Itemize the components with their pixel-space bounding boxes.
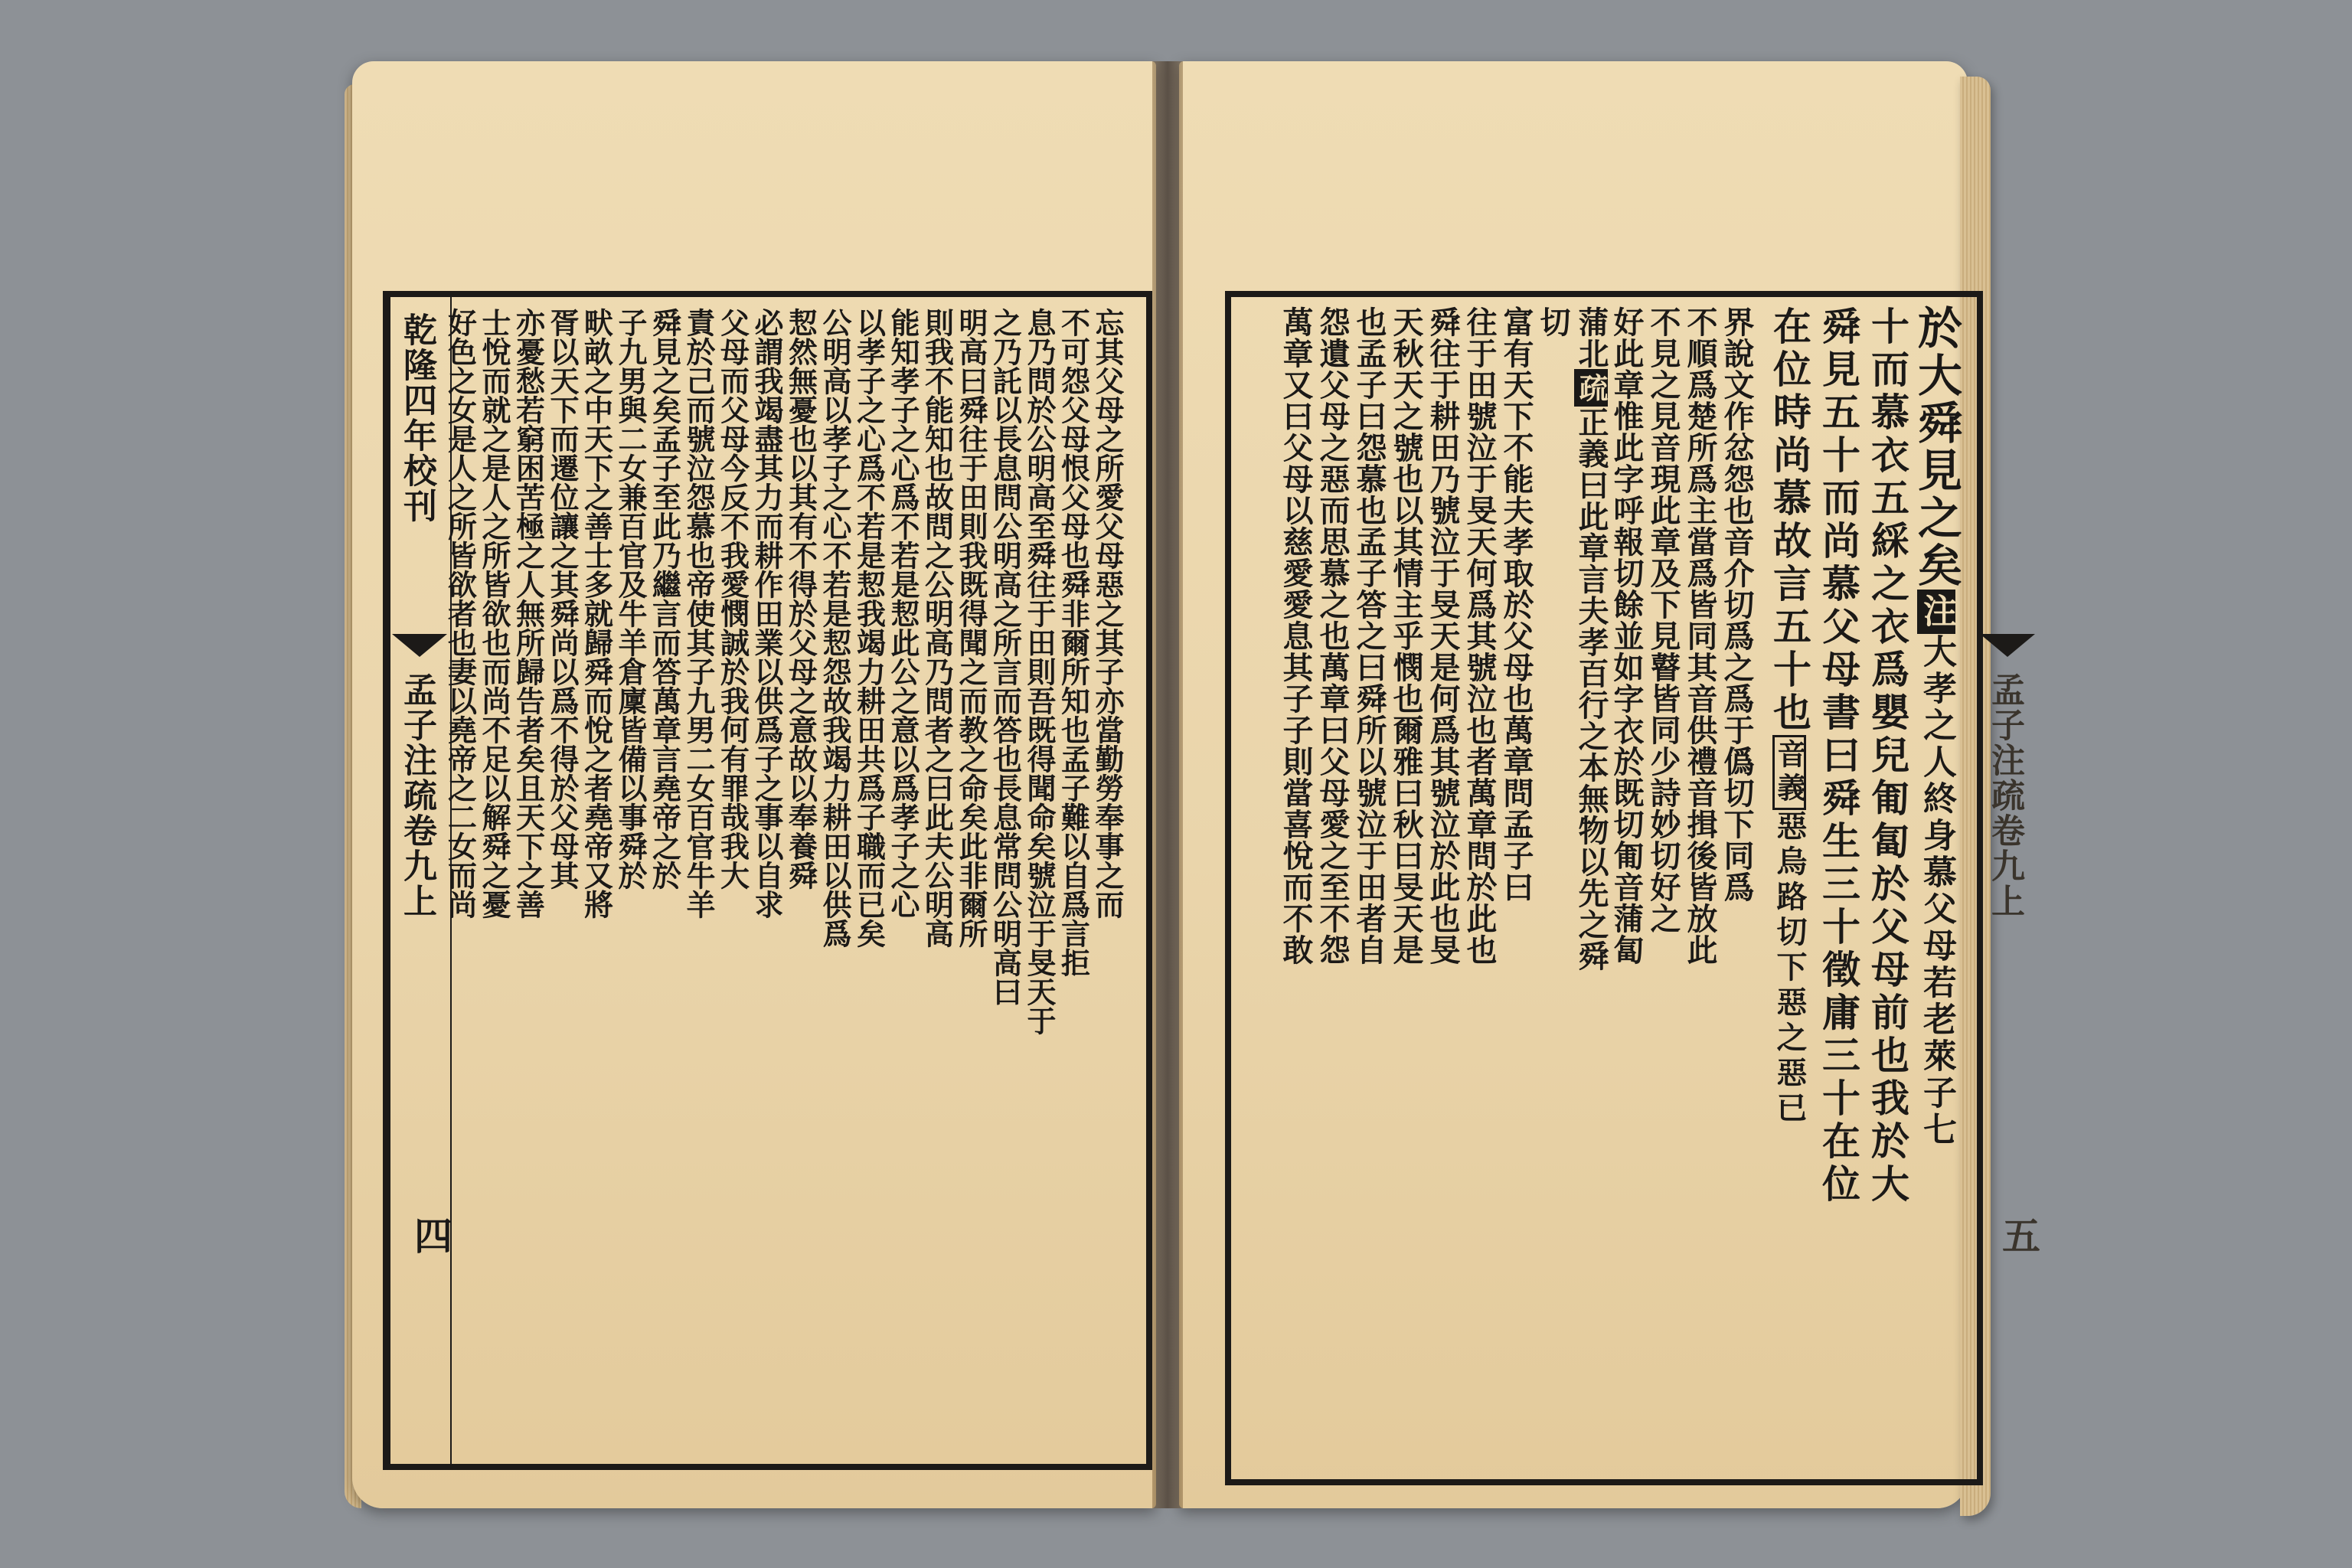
left-text-column: 能知孝子之心爲不若是恝此公之意以爲孝子之心	[886, 308, 920, 919]
right-margin-banner-column	[1975, 297, 2041, 1479]
right-text-column	[1574, 306, 1608, 972]
left-text-column: 胥以天下而遷位讓之其舜尚以爲不得於父母其	[545, 308, 580, 890]
left-text-column: 好色之女是人之所皆欲者也妻以堯帝之二女而尚	[443, 308, 478, 919]
column-text: 怨遺父母之惡而思慕之也萬章曰父母愛之至不怨	[1315, 306, 1351, 965]
right-text-column	[1462, 306, 1498, 965]
right-text-column	[1767, 306, 1812, 1127]
left-text-column: 必謂我竭盡其力而耕作田業以供爲子之事以自求	[750, 308, 784, 919]
fish-tail-mark	[392, 634, 447, 657]
column-text: 十而慕衣五綵之衣爲嬰兒匍匐於父母前也我於大	[1865, 306, 1910, 1207]
right-text-column	[1315, 306, 1351, 965]
right-text-column	[1278, 306, 1314, 965]
column-text: 在位時尚慕故言五十也	[1767, 306, 1812, 735]
column-text: 蒲北	[1573, 306, 1609, 369]
fish-tail-mark-right	[1980, 634, 2035, 657]
edition-note: 乾隆四年校刊	[397, 312, 436, 524]
main-text-column	[1910, 305, 1962, 1148]
column-text: 切	[1535, 306, 1571, 338]
left-text-column: 舜見之矣孟子至此乃繼言而答萬章言堯帝之於	[647, 308, 682, 890]
left-text-column: 畎畝之中天下之善士多就歸舜而悅之者堯帝又將	[579, 308, 614, 919]
column-text: 好此章惟此字呼報切餘並如字衣於既切匍音蒲匐	[1609, 306, 1645, 965]
right-text-column	[1609, 306, 1645, 965]
commentary-text: 大孝之人終身慕父母若老萊子七	[1917, 634, 1956, 1148]
shu-marker: 疏	[1574, 369, 1608, 407]
commentary-marker-zhu: 注	[1917, 590, 1955, 634]
column-text: 也孟子曰怨慕也孟子答之曰舜所以號泣于田者自	[1351, 306, 1387, 965]
left-text-column: 亦憂愁若窮困苦極之人無所歸告者矣且天下之善	[511, 308, 546, 919]
column-text: 不順爲楚所爲主當爲皆同其音供禮音揖後皆放此	[1682, 306, 1718, 965]
right-text-column	[1719, 306, 1755, 903]
left-text-column: 息乃問於公明高至舜往于田則吾既得聞命矣號泣于旻天于	[1022, 308, 1057, 1035]
right-text-column	[1425, 306, 1461, 965]
left-text-column: 恝然無憂也以其有不得於父母之意故以奉養舜	[783, 308, 818, 890]
left-text-column: 明高曰舜往于田則我既得聞之而教之命矣此非爾所	[954, 308, 988, 948]
right-text-column	[1865, 306, 1910, 1207]
shu-text: 正義曰此章言夫孝百行之本無物以先之舜	[1573, 407, 1609, 972]
column-text: 舜見五十而尚慕父母書曰舜生三十徵庸三十在位	[1816, 306, 1861, 1207]
column-text: 不見之見音現此章及下見瞽皆同少詩妙切好之	[1645, 306, 1681, 934]
left-text-column: 不可怨父母恨父母也舜非爾所知也孟子難以自爲言拒	[1056, 308, 1091, 977]
right-page-number: 五	[1996, 1216, 2041, 1254]
left-title-banner: 孟子注疏卷九上	[397, 672, 436, 919]
right-text-column	[1388, 306, 1424, 965]
column-text: 往于田號泣于旻天何爲其號泣也者萬章問於此也	[1462, 306, 1498, 965]
left-text-column: 父母而父母今反不我愛憫誠於我何有罪哉我大	[715, 308, 750, 890]
right-page-frame	[1225, 291, 2041, 1485]
right-text-column	[1498, 306, 1534, 903]
left-margin-banner-column	[389, 297, 452, 1464]
column-text: 富有天下不能夫孝取於父母也萬章問孟子曰	[1498, 306, 1534, 903]
left-page-number: 四	[408, 1216, 453, 1254]
left-text-column: 則我不能知也故問之公明高乃問者之曰此夫公明高	[920, 308, 955, 948]
yinyi-text: 惡烏路切下惡之惡已	[1772, 810, 1808, 1127]
left-text-column: 之乃託以長息問公明高之所言而答也長息常問公明高曰	[988, 308, 1023, 1006]
right-text-column	[1351, 306, 1387, 965]
left-text-column: 責於己而號泣怨慕也帝使其子九男二女百官牛羊	[681, 308, 716, 919]
column-text: 萬章又曰父母以慈愛愛息其子子則當喜悅而不敢	[1278, 306, 1314, 965]
book-gutter	[1152, 61, 1183, 1508]
right-title-banner: 孟子注疏卷九上	[1985, 672, 2024, 919]
right-text-column	[1535, 306, 1571, 338]
left-page-frame	[383, 291, 1152, 1470]
column-text: 天秋天之號也以其情主乎憫也爾雅曰秋曰旻天是	[1388, 306, 1424, 965]
main-text: 於大舜見之矣	[1910, 305, 1962, 590]
left-text-column: 公明高以孝子之心不若是恝怨故我竭力耕田以供爲	[818, 308, 852, 948]
left-text-column: 忘其父母之所愛父母惡之其子亦當勤勞奉事之而	[1090, 308, 1125, 919]
left-text-column: 士悅而就之是人之所皆欲也而尚不足以解舜之憂	[477, 308, 511, 919]
column-text: 舜往于耕田乃號泣于旻天是何爲其號泣於此也旻	[1425, 306, 1461, 965]
column-text: 界說文作忿怨也音介切爲之爲于僞切下同爲	[1719, 306, 1755, 903]
open-book	[345, 61, 2041, 1516]
right-text-column	[1645, 306, 1681, 934]
yinyi-marker: 音義	[1772, 735, 1806, 810]
left-text-column: 以孝子之心爲不若是恝我竭力耕田共爲子職而已矣	[851, 308, 887, 948]
right-text-column	[1682, 306, 1718, 965]
right-text-column	[1816, 306, 1861, 1207]
left-text-column: 子九男與二女兼百官及牛羊倉廩皆備以事舜於	[613, 308, 648, 890]
